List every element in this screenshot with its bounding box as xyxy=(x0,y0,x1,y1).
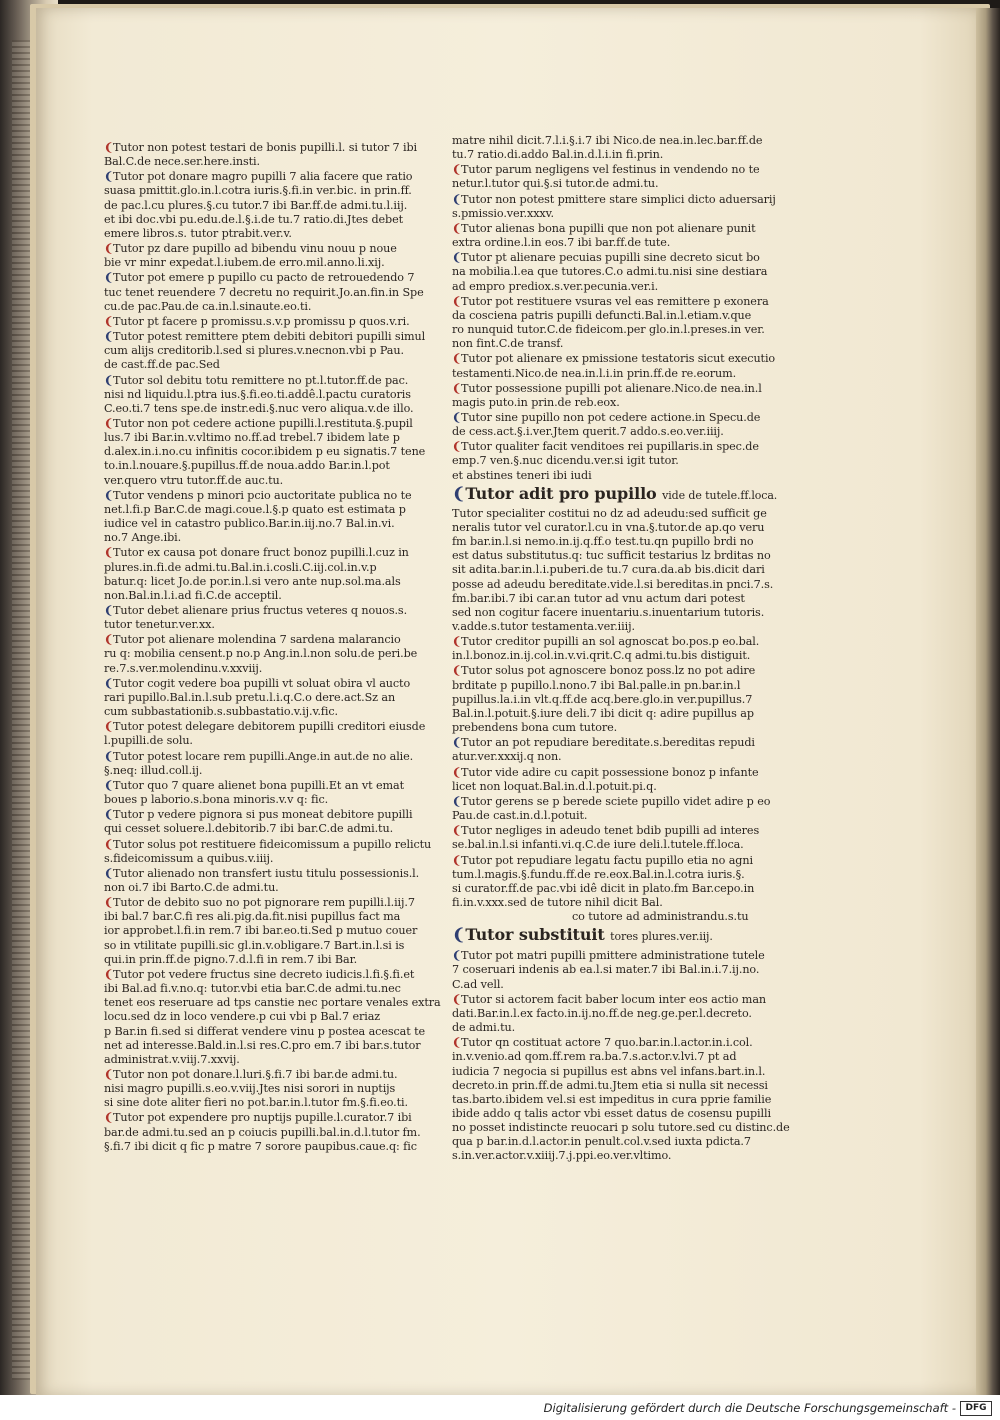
text-line: ❨Tutor pt facere p promissu.s.v.p promissu p quos.v.ri. xyxy=(104,313,410,328)
paragraph-mark-icon: ❨ xyxy=(452,634,462,649)
text-line: ❨Tutor de debito suo no pot pignorare rem pupilli.l.iij.7 xyxy=(104,895,415,910)
footer-credit-text: Digitalisierung gefördert durch die Deutsche Forschungsgemeinschaft - xyxy=(543,1401,956,1415)
text-entry xyxy=(104,719,426,748)
text-line: brditate p pupillo.l.nono.7 ibi Bal.palle.in pn.bar.in.l xyxy=(452,678,741,692)
text-entry xyxy=(104,329,426,372)
paragraph-mark-icon: ❨ xyxy=(104,966,114,981)
text-line: ru q: mobilia censent.p no.p Ang.in.l.non solu.de peri.be xyxy=(104,647,418,661)
paragraph-mark-icon: ❨ xyxy=(104,777,114,792)
text-entry xyxy=(452,380,762,410)
paragraph-mark-icon: ❨ xyxy=(104,313,114,328)
paragraph-mark-icon: ❨ xyxy=(452,823,462,838)
paragraph-mark-icon: ❨ xyxy=(452,793,462,808)
right-column-middle xyxy=(452,506,774,910)
text-line: ❨Tutor vide adire cu capit possessione bonoz p infante xyxy=(452,764,759,779)
text-line: no posset indistincte reuocari p solu tutore.sed cu distinc.de xyxy=(452,1121,790,1135)
paragraph-mark-icon: ❨ xyxy=(104,1067,114,1081)
text-line: extra ordine.l.in eos.7 ibi bar.ff.de tute. xyxy=(452,236,671,250)
text-entry xyxy=(452,634,760,663)
text-line: in.v.venio.ad qom.ff.rem ra.ba.7.s.actor.v.lvi.7 pt ad xyxy=(452,1050,737,1064)
text-line: emere libros.s. tutor ptrabit.ver.v. xyxy=(104,226,292,240)
paragraph-mark-icon: ❨ xyxy=(104,270,114,285)
text-line: dati.Bar.in.l.ex facto.in.ij.no.ff.de neg.ge.per.l.decreto. xyxy=(452,1006,752,1020)
text-line: iudice vel in catastro publico.Bar.in.iij.no.7 Bal.in.vi. xyxy=(104,517,395,531)
text-entry xyxy=(104,966,441,1067)
text-line: locu.sed dz in loco vendere.p cui vbi p Bal.7 eriaz xyxy=(104,1010,381,1024)
paragraph-mark-icon: ❨ xyxy=(104,487,114,502)
text-line: nisi nd liquidu.l.ptra ius.§.fi.eo.ti.addê.l.pactu curatoris xyxy=(104,387,411,401)
paragraph-mark-icon: ❨ xyxy=(452,925,466,945)
text-line: ❨Tutor parum negligens vel festinus in vendendo no te xyxy=(452,162,760,177)
paragraph-mark-icon: ❨ xyxy=(452,351,462,366)
text-line: si curator.ff.de pac.vbi idê dicit in plato.fm Bar.cepo.in xyxy=(452,881,755,895)
paragraph-mark-icon: ❨ xyxy=(104,545,114,560)
text-entry xyxy=(452,793,771,823)
text-line: qui cesset soluere.l.debitorib.7 ibi bar.C.de admi.tu. xyxy=(104,822,394,836)
text-entry xyxy=(104,865,420,895)
paragraph-mark-icon: ❨ xyxy=(452,380,462,395)
text-entry xyxy=(452,439,759,468)
text-entry xyxy=(452,506,774,634)
paragraph-mark-icon: ❨ xyxy=(452,250,462,265)
text-line: ❨Tutor pot donare magro pupilli 7 alia facere que ratio xyxy=(104,169,413,184)
text-entry xyxy=(104,895,418,967)
text-line: re.7.s.ver.molendinu.v.xxviij. xyxy=(104,661,263,675)
paragraph-mark-icon: ❨ xyxy=(452,663,462,678)
paragraph-mark-icon: ❨ xyxy=(452,439,462,454)
text-line: nisi magro pupilli.s.eo.v.viij.Jtes nisi sorori in nuptijs xyxy=(104,1082,396,1096)
text-line: rari pupillo.Bal.in.l.sub pretu.l.i.q.C.o dere.act.Sz an xyxy=(104,690,396,704)
text-line: ❨Tutor sol debitu totu remittere no pt.l.tutor.ff.de pac. xyxy=(104,372,409,387)
text-line: ❨Tutor qn costituat actore 7 quo.bar.in.l.actor.in.i.col. xyxy=(452,1035,753,1050)
text-line: ro nunquid tutor.C.de fideicom.per glo.in.l.preses.in ver. xyxy=(452,323,765,337)
text-entry xyxy=(452,250,768,293)
text-entry xyxy=(452,663,756,735)
text-line: ibi Bal.ad fi.v.no.q: tutor.vbi etia bar.C.de admi.tu.nec xyxy=(104,982,401,996)
text-line: ❨Tutor pot expendere pro nuptijs pupille.l.curator.7 ibi xyxy=(104,1110,412,1125)
text-line: ❨Tutor quo 7 quare alienet bona pupilli.Et an vt emat xyxy=(104,777,404,792)
paragraph-mark-icon: ❨ xyxy=(104,895,114,910)
heading-adit-small: vide de tutele.ff.loca. xyxy=(662,488,778,502)
left-text-column xyxy=(104,140,441,1154)
text-line: si sine dote aliter fieri no pot.bar.in.l.tutor fm.§.fi.eo.ti. xyxy=(104,1096,408,1110)
text-line: ❨Tutor potest locare rem pupilli.Ange.in aut.de no alie. xyxy=(104,748,414,763)
text-entry xyxy=(104,1110,421,1153)
text-line: et ibi doc.vbi pu.edu.de.l.§.i.de tu.7 ratio.di.Jtes debet xyxy=(104,212,404,226)
text-entry xyxy=(104,778,404,807)
paragraph-mark-icon: ❨ xyxy=(452,852,462,867)
text-line: no.7 Ange.ibi. xyxy=(104,531,182,545)
text-entry xyxy=(104,807,413,836)
heading-tutor-adit xyxy=(452,483,778,506)
text-line: administrat.v.viij.7.xxvij. xyxy=(104,1052,240,1066)
text-entry xyxy=(452,409,761,439)
text-line: ❨Tutor vendens p minori pcio auctoritate publica no te xyxy=(104,487,412,502)
text-line: qui.in prin.ff.de pigno.7.d.l.fi in rem.7 ibi Bar. xyxy=(104,952,358,966)
book-right-edge xyxy=(976,8,1000,1396)
text-entry xyxy=(104,603,408,632)
text-line: de cess.act.§.i.ver.Jtem querit.7 addo.s.eo.ver.iiij. xyxy=(452,425,724,439)
text-entry xyxy=(452,853,756,911)
paragraph-mark-icon: ❨ xyxy=(104,748,114,763)
paragraph-mark-icon: ❨ xyxy=(452,293,462,308)
text-line: tutor tenetur.ver.xx. xyxy=(104,618,215,632)
text-entry xyxy=(452,351,776,380)
text-line: testamenti.Nico.de nea.in.l.i.in prin.ff.de re.eorum. xyxy=(452,366,737,380)
text-line: bie vr minr expedat.l.iubem.de erro.mil.anno.li.xij. xyxy=(104,256,385,270)
text-line: de admi.tu. xyxy=(452,1021,516,1035)
text-line: ❨Tutor cogit vedere boa pupilli vt soluat obira vl aucto xyxy=(104,675,411,690)
paragraph-mark-icon: ❨ xyxy=(452,764,462,779)
paragraph-mark-icon: ❨ xyxy=(104,603,114,617)
text-line: cum subbastationib.s.subbastatio.v.ij.v.fic. xyxy=(104,705,338,719)
text-line: so in vtilitate pupilli.sic gl.in.v.obligare.7 Bart.in.l.si is xyxy=(104,938,405,952)
text-line: ❨Tutor qualiter facit venditoes rei pupillaris.in spec.de xyxy=(452,439,759,454)
text-line: plures.in.fi.de admi.tu.Bal.in.i.cosli.C.iij.col.in.v.p xyxy=(104,560,377,574)
text-line: tenet eos reseruare ad tps canstie nec portare venales extra xyxy=(104,996,441,1010)
text-line: suasa pmittit.glo.in.l.cotra iuris.§.fi.in ver.bic. in prin.ff. xyxy=(104,184,412,198)
text-entry xyxy=(452,191,776,221)
text-line: C.ad vell. xyxy=(452,977,504,991)
text-line: s.pmissio.ver.xxxv. xyxy=(452,206,554,220)
text-line: Tutor specialiter costitui no dz ad adeudu:sed sufficit ge xyxy=(452,506,767,520)
text-line: ❨Tutor pz dare pupillo ad bibendu vinu nouu p noue xyxy=(104,241,397,256)
text-line: da cosciena patris pupilli defuncti.Bal.in.l.etiam.v.que xyxy=(452,308,752,322)
text-line: magis puto.in prin.de reb.eox. xyxy=(452,395,620,409)
text-line: s.fideicomissum a quibus.v.iiij. xyxy=(104,851,274,865)
text-line: decreto.in prin.ff.de admi.tu.Jtem etia si nulla sit necessi xyxy=(452,1078,768,1092)
text-line: boues p laborio.s.bona minoris.v.v q: fic. xyxy=(104,793,329,807)
text-entry xyxy=(104,241,404,270)
paragraph-mark-icon: ❨ xyxy=(452,483,466,503)
text-line: ❨Tutor pot emere p pupillo cu pacto de retrouedendo 7 xyxy=(104,270,415,285)
right-column-before xyxy=(452,134,776,469)
text-line: Bal.C.de nece.ser.here.insti. xyxy=(104,155,260,169)
text-line: ❨Tutor solus pot agnoscere bonoz poss.lz no pot adire xyxy=(452,663,756,678)
text-line: ver.quero vtru tutor.ff.de auc.tu. xyxy=(104,473,284,487)
text-line: ibide addo q talis actor vbi esset datus de cosensu pupilli xyxy=(452,1107,771,1120)
text-entry xyxy=(452,948,765,991)
text-line: §.fi.7 ibi dicit q fic p matre 7 sorore paupibus.caue.q: fic xyxy=(104,1139,417,1153)
text-entry xyxy=(452,823,760,852)
text-line: emp.7 ven.§.nuc dicendu.ver.si igit tutor. xyxy=(452,454,679,468)
text-line: l.pupilli.de solu. xyxy=(104,734,193,748)
text-entry xyxy=(452,221,756,250)
paragraph-mark-icon: ❨ xyxy=(452,409,462,424)
text-line: atur.ver.xxxij.q non. xyxy=(452,750,562,764)
text-entry xyxy=(104,545,409,603)
text-line: net.l.fi.p Bar.C.de magi.coue.l.§.p quato est estimata p xyxy=(104,502,406,516)
text-entry xyxy=(104,169,413,241)
text-line: ❨Tutor pot alienare ex pmissione testatoris sicut executio xyxy=(452,351,776,366)
text-line: fi.in.v.xxx.sed de tutore nihil dicit Bal. xyxy=(452,895,663,909)
text-line: ❨Tutor pot alienare molendina 7 sardena malarancio xyxy=(104,632,401,647)
text-line: ❨Tutor an pot repudiare bereditate.s.bereditas repudi xyxy=(452,735,755,750)
text-line: ❨Tutor si actorem facit baber locum inter eos actio man xyxy=(452,991,766,1006)
text-line: fm.bar.ibi.7 ibi car.an tutor ad vnu actum dari potest xyxy=(452,591,745,605)
text-line: §.neq: illud.coll.ij. xyxy=(104,763,203,777)
text-line: tuc tenet reuendere 7 decretu no requirit.Jo.an.fin.in Spe xyxy=(104,285,424,299)
text-line: ❨Tutor gerens se p berede sciete pupillo videt adire p eo xyxy=(452,793,771,808)
text-line: d.alex.in.i.no.cu infinitis cocor.ibidem p eu signatis.7 tene xyxy=(104,445,426,459)
right-column-after xyxy=(452,948,790,1163)
heading-substituit-big: Tutor substituit xyxy=(465,925,605,945)
heading-tutor-substituit xyxy=(452,925,756,947)
text-entry xyxy=(452,1035,790,1163)
heading-substituit-prefix: co tutore ad administrandu.s.tu xyxy=(572,910,749,924)
text-line: ❨Tutor alienado non transfert iustu titulu possessionis.l. xyxy=(104,865,420,880)
paragraph-mark-icon: ❨ xyxy=(104,169,114,184)
text-line: posse ad adeudu bereditate.vide.l.si bereditas.in pnci.7.s. xyxy=(452,577,774,591)
text-line: ❨Tutor pot vedere fructus sine decreto iudicis.l.fi.§.fi.et xyxy=(104,966,415,981)
text-line: non fint.C.de transf. xyxy=(452,337,564,351)
paragraph-mark-icon: ❨ xyxy=(104,140,114,154)
text-line: ❨Tutor p vedere pignora si pus moneat debitore pupilli xyxy=(104,807,413,822)
text-line: cu.de pac.Pau.de ca.in.l.sinaute.eo.ti. xyxy=(104,299,312,313)
paragraph-mark-icon: ❨ xyxy=(104,415,114,430)
text-line: ❨Tutor non pot donare.l.luri.§.fi.7 ibi bar.de admi.tu. xyxy=(104,1067,398,1081)
text-line: ❨Tutor pot restituere vsuras vel eas remittere p exonera xyxy=(452,293,769,308)
text-line: ❨Tutor sine pupillo non pot cedere actione.in Specu.de xyxy=(452,409,761,424)
text-line: ad empro prediox.s.ver.pecunia.ver.i. xyxy=(452,279,659,293)
text-entry xyxy=(104,748,414,778)
text-line: tas.barto.ibidem vel.si est impeditus in cura pprie familie xyxy=(452,1092,772,1106)
text-entry xyxy=(104,270,424,313)
text-line: ❨Tutor potest remittere ptem debiti debitori pupilli simul xyxy=(104,329,426,344)
text-line: v.adde.s.tutor testamenta.ver.iiij. xyxy=(452,620,635,633)
dfg-logo: DFG xyxy=(960,1401,992,1416)
paragraph-mark-icon: ❨ xyxy=(104,675,114,690)
text-line: ❨Tutor possessione pupilli pot alienare.Nico.de nea.in.l xyxy=(452,380,762,395)
text-line: na mobilia.l.ea que tutores.C.o admi.tu.nisi sine destiara xyxy=(452,265,768,279)
heading-prefix-line: et abstines teneri ibi iudi xyxy=(452,468,592,482)
paragraph-mark-icon: ❨ xyxy=(452,1035,462,1050)
text-line: net ad interesse.Bald.in.l.si res.C.pro em.7 ibi bar.s.tutor xyxy=(104,1038,421,1052)
text-line: tu.7 ratio.di.addo Bal.in.d.l.i.in fi.prin. xyxy=(452,148,664,162)
text-line: fm bar.in.l.si nemo.in.ij.q.ff.o test.tu.qn pupillo brdi no xyxy=(452,535,754,549)
heading-adit-big: Tutor adit pro pupillo xyxy=(465,483,657,503)
paragraph-mark-icon: ❨ xyxy=(104,807,114,822)
paragraph-mark-icon: ❨ xyxy=(104,632,114,647)
text-entry xyxy=(104,415,426,488)
paragraph-mark-icon: ❨ xyxy=(452,991,462,1006)
text-line: ❨Tutor non potest pmittere stare simplici dicto aduersarij xyxy=(452,191,776,206)
text-line: bar.de admi.tu.sed an p coiucis pupilli.bal.in.d.l.tutor fm. xyxy=(104,1125,421,1139)
text-line: est datus substitutus.q: tuc sufficit testarius lz brditas no xyxy=(452,549,771,563)
text-line: non.Bal.in.l.i.ad fi.C.de acceptil. xyxy=(104,588,282,602)
text-line: ❨Tutor pot matri pupilli pmittere administratione tutele xyxy=(452,948,765,963)
text-line: p Bar.in fi.sed si differat vendere vinu p postea acescat te xyxy=(104,1024,425,1038)
heading-substituit-small: tores plures.ver.iij. xyxy=(610,930,713,944)
text-line: netur.l.tutor qui.§.si tutor.de admi.tu. xyxy=(452,177,659,191)
right-text-column xyxy=(452,134,790,1164)
paragraph-mark-icon: ❨ xyxy=(104,1110,114,1125)
text-line: ❨Tutor pt alienare pecuias pupilli sine decreto sicut bo xyxy=(452,250,760,265)
paragraph-mark-icon: ❨ xyxy=(104,241,114,256)
text-line: ❨Tutor creditor pupilli an sol agnoscat bo.pos.p eo.bal. xyxy=(452,634,760,649)
text-line: batur.q: licet Jo.de por.in.l.si vero ante nup.sol.ma.als xyxy=(104,574,401,588)
paragraph-mark-icon: ❨ xyxy=(452,948,462,963)
text-entry xyxy=(104,313,410,329)
text-entry xyxy=(452,293,769,352)
text-entry xyxy=(104,140,418,169)
text-line: C.eo.ti.7 tens spe.de instr.edi.§.nuc vero aliqua.v.de illo. xyxy=(104,401,414,415)
text-line: ❨Tutor non pot cedere actione pupilli.l.restituta.§.pupil xyxy=(104,415,413,430)
text-entry xyxy=(104,632,418,675)
paragraph-mark-icon: ❨ xyxy=(452,191,462,206)
text-entry xyxy=(104,675,411,719)
text-line: ❨Tutor debet alienare prius fructus veteres q nouos.s. xyxy=(104,603,408,617)
paragraph-mark-icon: ❨ xyxy=(104,865,114,880)
text-line: in.l.bonoz.in.ij.col.in.v.vi.qrit.C.q admi.tu.bis distiguit. xyxy=(452,649,751,663)
text-entry xyxy=(452,735,756,764)
text-line: ❨Tutor ex causa pot donare fruct bonoz pupilli.l.cuz in xyxy=(104,545,409,560)
text-line: ior approbet.l.fi.in rem.7 ibi bar.eo.ti.Sed p mutuo couer xyxy=(104,924,418,938)
text-line: ibi bal.7 bar.C.fi res ali.pig.da.fit.nisi pupillus fact ma xyxy=(104,910,401,924)
digitization-footer xyxy=(0,1395,1000,1420)
text-entry xyxy=(104,487,412,546)
text-line: Pau.de cast.in.d.l.potuit. xyxy=(452,809,588,823)
text-line: 7 coseruari indenis ab ea.l.si mater.7 ibi Bal.in.i.7.ij.no. xyxy=(452,963,760,977)
text-line: ❨Tutor solus pot restituere fideicomissum a pupillo relictu xyxy=(104,836,432,851)
text-line: ❨Tutor potest delegare debitorem pupilli creditori eiusde xyxy=(104,719,426,734)
text-line: ❨Tutor negliges in adeudo tenet bdib pupilli ad interes xyxy=(452,823,760,838)
text-line: licet non loquat.Bal.in.d.l.potuit.pi.q. xyxy=(452,779,657,793)
text-entry xyxy=(452,991,766,1035)
text-line: lus.7 ibi Bar.in.v.vltimo no.ff.ad trebel.7 ibidem late p xyxy=(104,431,400,445)
text-entry xyxy=(104,836,432,866)
text-line: s.in.ver.actor.v.xiiij.7.j.ppi.eo.ver.vltimo. xyxy=(452,1149,672,1163)
text-line: ❨Tutor non potest testari de bonis pupilli.l. si tutor 7 ibi xyxy=(104,140,418,154)
text-entry xyxy=(452,764,759,794)
text-line: non oi.7 ibi Barto.C.de admi.tu. xyxy=(104,880,279,894)
text-line: Bal.in.l.potuit.§.iure deli.7 ibi dicit q: adire pupillus ap xyxy=(452,706,754,720)
paragraph-mark-icon: ❨ xyxy=(104,719,114,734)
text-line: iudicia 7 negocia si pupillus est abns vel infans.bart.in.l. xyxy=(452,1064,766,1078)
paragraph-mark-icon: ❨ xyxy=(104,836,114,851)
text-line: de pac.l.cu plures.§.cu tutor.7 ibi Bar.ff.de admi.tu.l.iij. xyxy=(104,198,408,212)
paragraph-mark-icon: ❨ xyxy=(452,220,462,235)
paragraph-mark-icon: ❨ xyxy=(452,735,462,750)
paragraph-mark-icon: ❨ xyxy=(452,162,462,177)
text-line: neralis tutor vel curator.l.cu in vna.§.tutor.de ap.qo veru xyxy=(452,520,765,534)
text-line: cum alijs creditorib.l.sed si plures.v.necnon.vbi p Pau. xyxy=(104,344,404,358)
text-line: sit adita.bar.in.l.i.puberi.de tu.7 cura.da.ab bis.dicit dari xyxy=(452,563,765,577)
text-line: de cast.ff.de pac.Sed xyxy=(104,358,220,372)
text-line: ❨Tutor alienas bona pupilli que non pot alienare punit xyxy=(452,220,756,235)
text-line: prebendens bona cum tutore. xyxy=(452,721,618,735)
text-line: pupillus.la.i.in vlt.q.ff.de acq.bere.glo.in ver.pupillus.7 xyxy=(452,692,753,706)
text-line: to.in.l.nouare.§.pupillus.ff.de noua.addo Bar.in.l.pot xyxy=(104,459,390,473)
text-line: qua p bar.in.d.l.actor.in penult.col.v.sed iuxta pdicta.7 xyxy=(452,1135,751,1149)
text-line: tum.l.magis.§.fundu.ff.de re.eox.Bal.in.l.cotra iuris.§. xyxy=(452,867,745,881)
text-entry xyxy=(452,162,760,191)
paragraph-mark-icon: ❨ xyxy=(104,329,114,344)
text-line: matre nihil dicit.7.l.i.§.i.7 ibi Nico.de nea.in.lec.bar.ff.de xyxy=(452,134,763,147)
text-entry xyxy=(452,134,763,162)
text-entry xyxy=(104,372,414,416)
text-entry xyxy=(104,1067,408,1110)
text-line: sed non cogitur facere inuentariu.s.inuentarium tutoris. xyxy=(452,605,765,619)
text-line: se.bal.in.l.si infanti.vi.q.C.de iure deli.l.tutele.ff.loca. xyxy=(452,838,744,852)
text-line: ❨Tutor pot repudiare legatu factu pupillo etia no agni xyxy=(452,852,753,867)
paragraph-mark-icon: ❨ xyxy=(104,372,114,387)
